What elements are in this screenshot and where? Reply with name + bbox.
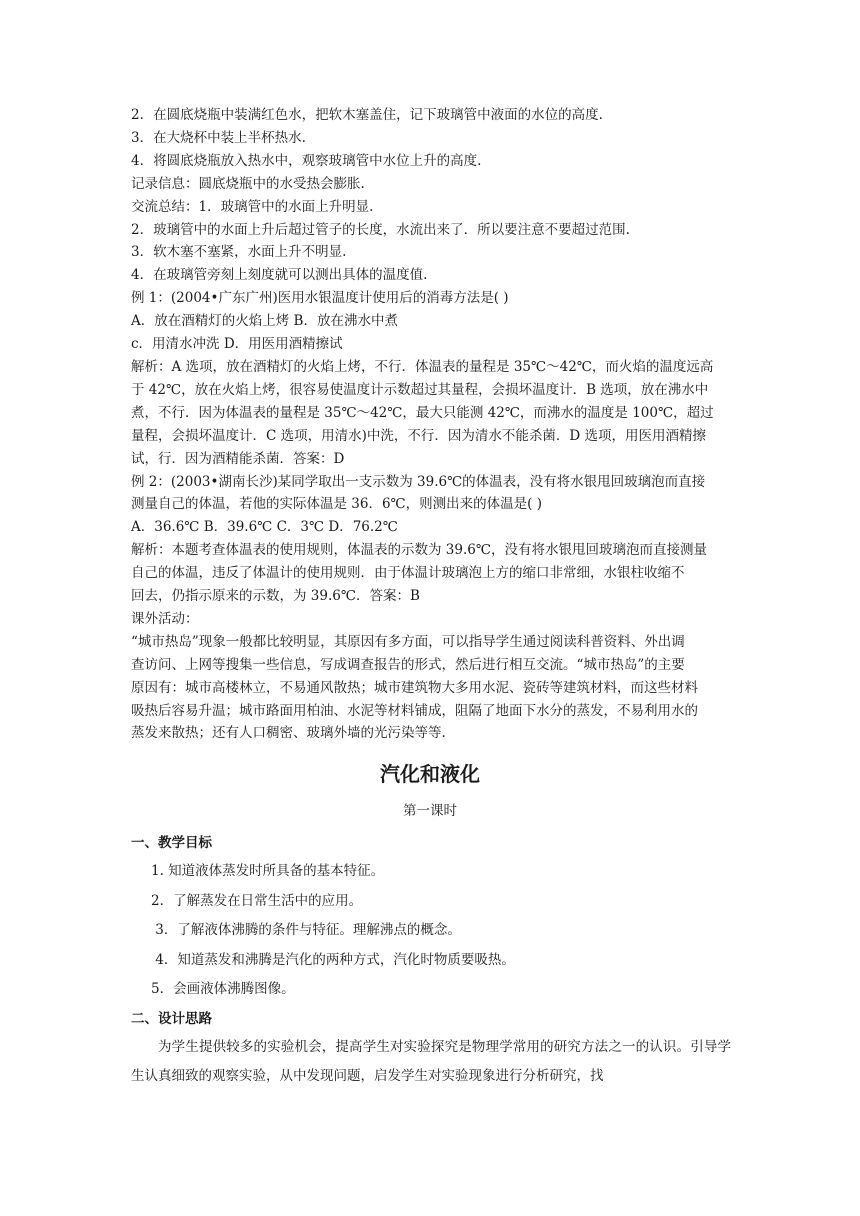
text-line: 4．将圆底烧瓶放入热水中，观察玻璃管中水位上升的高度. <box>131 152 482 169</box>
text-line: 3．软木塞不塞紧，水面上升不明显. <box>131 244 347 261</box>
example-1-analysis: 煮，不行．因为体温表的量程是 35℃～42℃，最大只能测 42℃，而沸水的温度是 100℃，超过 <box>131 404 714 421</box>
lesson-subtitle: 第一课时 <box>403 803 457 819</box>
text-line: 记录信息：圆底烧瓶中的水受热会膨胀. <box>131 175 365 192</box>
example-2-analysis: 自己的体温，违反了体温计的使用规则．由于体温计玻璃泡上方的缩口非常细，水银柱收缩不 <box>131 565 685 582</box>
example-1-analysis: 解析：A 选项，放在酒精灯的火焰上烤，不行．体温表的量程是 35℃～42℃，而火焰的温度远高 <box>131 358 714 375</box>
goal-item: 3．了解液体沸腾的条件与特征。理解沸点的概念。 <box>151 922 461 938</box>
goal-item: 4．知道蒸发和沸腾是汽化的两种方式，汽化时物质要吸热。 <box>151 951 515 968</box>
text-line: 2．玻璃管中的水面上升后超过管子的长度，水流出来了．所以要注意不要超过范围. <box>131 221 630 238</box>
lesson-body <box>131 829 731 1092</box>
text-line: 2．在圆底烧瓶中装满红色水，把软木塞盖住，记下玻璃管中液面的水位的高度. <box>131 107 603 123</box>
activity-text: 吸热后容易升温；城市路面用柏油、水泥等材料铺成，阻隔了地面下水分的蒸发，不易利用水的 <box>131 702 698 719</box>
text-line: 交流总结：1．玻璃管中的水面上升明显. <box>131 198 374 215</box>
example-1-analysis: 量程，会损坏温度计．C 选项，用清水)中洗，不行．因为清水不能杀菌．D 选项，用医用酒精擦 <box>131 427 707 444</box>
example-2-options: A．36.6℃ B．39.6℃ C．3℃ D．76.2℃ <box>131 519 398 536</box>
example-2-question: 测量自己的体温，若他的实际体温是 36．6℃，则测出来的体温是( ) <box>131 496 542 513</box>
goal-item: 5．会画液体沸腾图像。 <box>151 981 295 997</box>
example-2-analysis: 回去，仍指示原来的示数，为 39.6℃．答案：B <box>131 588 420 605</box>
section-heading-goals: 一、教学目标 <box>131 835 212 851</box>
example-2-analysis: 解析：本题考查体温表的使用规则，体温表的示数为 39.6℃，没有将水银甩回玻璃泡而直接测量 <box>131 542 707 559</box>
goal-item: 1. 知道液体蒸发时所具备的基本特征。 <box>151 863 385 879</box>
activity-text: 原因有：城市高楼林立，不易通风散热；城市建筑物大多用水泥、瓷砖等建筑材料，而这些材料 <box>131 679 698 696</box>
activity-heading: 课外活动： <box>131 610 199 627</box>
text-line: 4．在玻璃管旁刻上刻度就可以测出具体的温度值. <box>131 267 428 284</box>
activity-text: 蒸发来散热；还有人口稠密、玻璃外墙的光污染等等. <box>131 725 446 742</box>
goal-item: 2．了解蒸发在日常生活中的应用。 <box>151 892 363 909</box>
example-1-question: 例 1：(2004•广东广州)医用水银温度计使用后的消毒方法是( ) <box>131 290 509 307</box>
example-1-analysis: 试，行．因为酒精能杀菌．答案：D <box>131 450 345 467</box>
activity-text: “城市热岛”现象一般都比较明显，其原因有多方面，可以指导学生通过阅读科普资料、外出调 <box>131 633 685 650</box>
example-1-options: A．放在酒精灯的火焰上烤 B．放在沸水中煮 <box>131 313 398 330</box>
example-1-options: c．用清水冲洗 D．用医用酒精擦试 <box>131 336 343 353</box>
section-heading-design: 二、设计思路 <box>131 1010 212 1027</box>
upper-text-block <box>131 104 731 745</box>
lesson-title: 汽化和液化 <box>380 762 480 786</box>
design-paragraph: 为学生提供较多的实验机会，提高学生对实验探究是物理学常用的研究方法之一的认识。引导学生认真细致的观察实验，从中发现问题，启发学生对实验现象进行分析研究，找 <box>131 1038 731 1084</box>
text-line: 3．在大烧杯中装上半杯热水. <box>131 129 306 146</box>
example-2-question: 例 2：(2003•湖南长沙)某同学取出一支示数为 39.6℃的体温表，没有将水银甩回玻璃泡而直接 <box>131 473 706 490</box>
activity-text: 查访问、上网等搜集一些信息，写成调查报告的形式，然后进行相互交流。“城市热岛”的主要 <box>131 656 685 673</box>
example-1-analysis: 于 42℃，放在火焰上烤，很容易使温度计示数超过其量程，会损坏温度计．B 选项，放在沸水中 <box>131 381 709 398</box>
